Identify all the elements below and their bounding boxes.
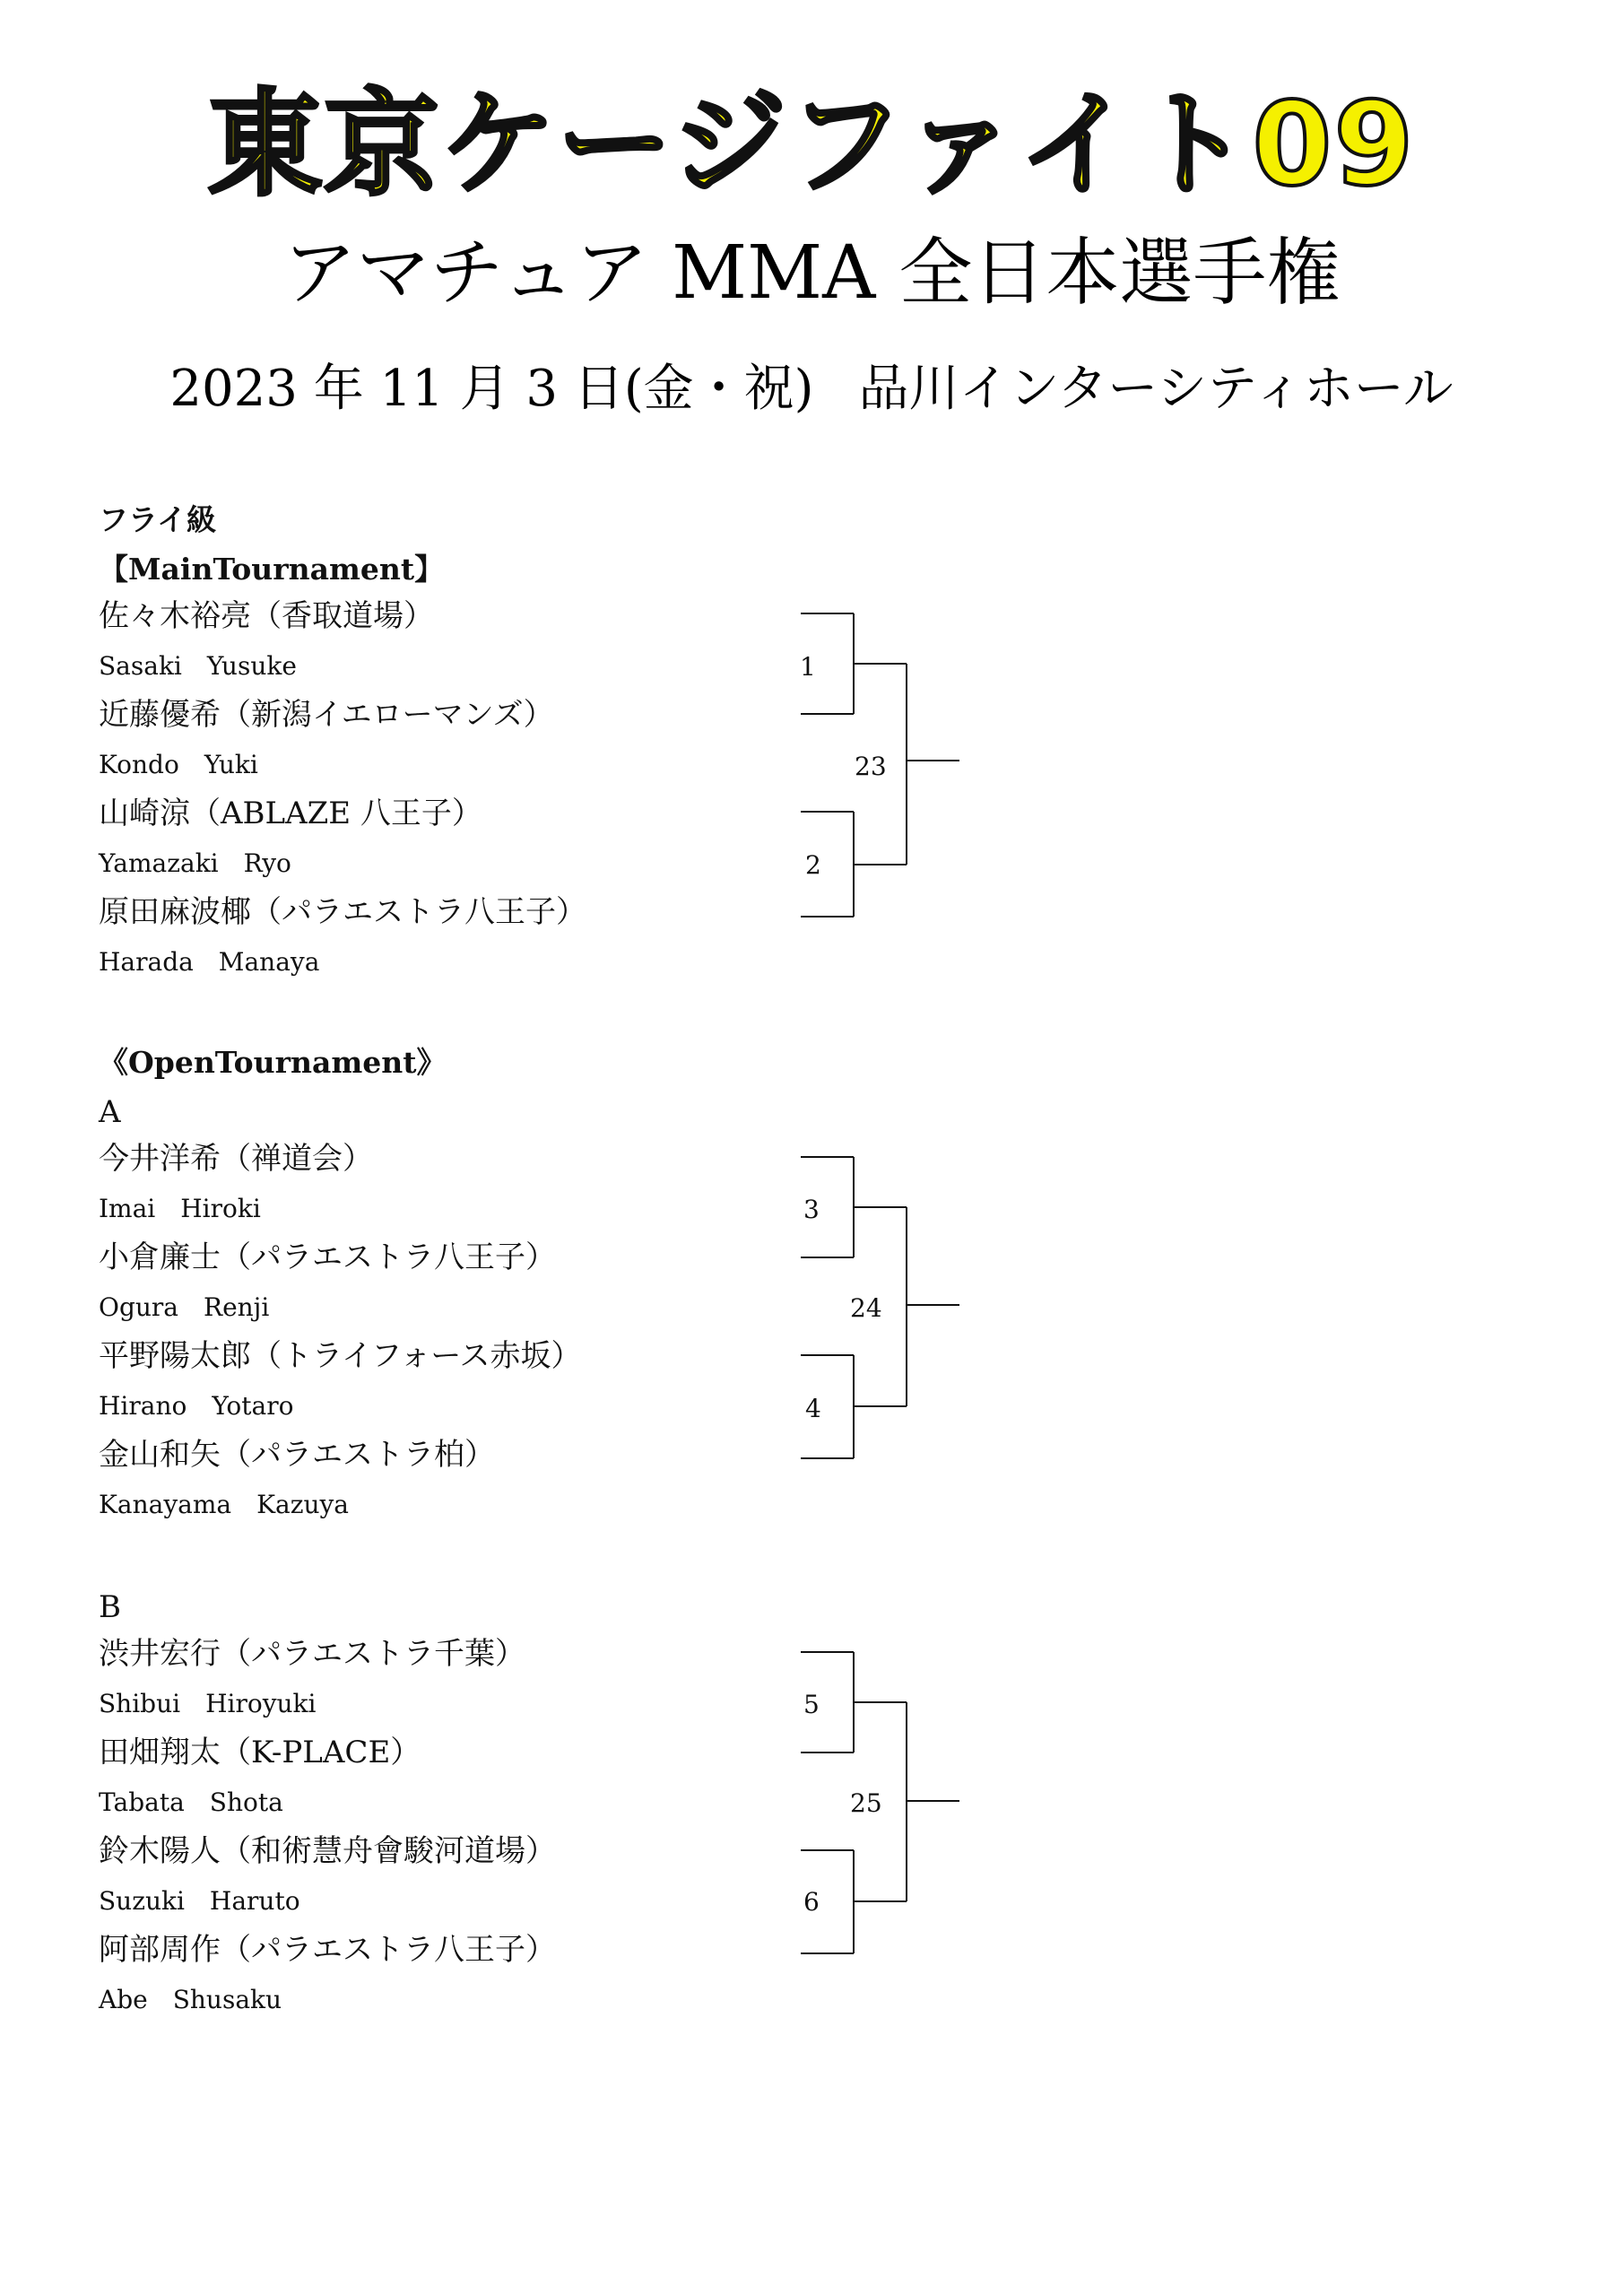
bout-number: 3 [803,1195,820,1224]
entrant-name-romaji: Yamazaki Ryo [99,848,291,878]
bout-number: 5 [803,1690,820,1719]
entrant-name-jp: 阿部周作（パラエストラ八王子） [99,1932,556,1968]
bout-number: 6 [803,1887,820,1917]
entrant-name-romaji: Hirano Yotaro [99,1391,294,1421]
entrant-name-romaji: Kanayama Kazuya [99,1490,350,1519]
entrant-name-romaji: Ogura Renji [99,1292,270,1322]
bout-number: 1 [800,652,816,682]
bout-number: 23 [855,752,887,781]
entrant-name-jp: 原田麻波椰（パラエストラ八王子） [99,894,586,930]
block-b-label: B [99,1589,121,1625]
event-date: 2023 年 11 月 3 日(金・祝) [169,360,814,418]
entrant-name-romaji: Abe Shusaku [99,1985,282,2014]
entrant-name-jp: 鈴木陽人（和術慧舟會駿河道場） [99,1833,556,1869]
entrant-name-jp: 平野陽太郎（トライフォース赤坂） [99,1338,582,1374]
entrant-name-jp: 渋井宏行（パラエストラ千葉） [99,1636,525,1672]
entrant-name-romaji: Sasaki Yusuke [99,651,297,681]
event-subtitle: アマチュア MMA 全日本選手権 [282,230,1341,316]
entrant-name-jp: 今井洋希（禅道会） [99,1141,373,1177]
main-tournament-heading: 【MainTournament】 [99,552,445,587]
entrant-name-romaji: Imai Hiroki [99,1194,261,1223]
open-tournament-heading: 《OpenTournament》 [99,1045,447,1080]
bout-number: 2 [805,850,821,880]
entrant-name-romaji: Kondo Yuki [99,750,258,779]
bout-number: 25 [850,1788,882,1818]
event-venue: 品川インターシティホール [858,360,1454,418]
entrant-name-jp: 山崎涼（ABLAZE 八王子） [99,796,482,831]
division-label: フライ級 [99,502,217,537]
entrant-name-romaji: Harada Manaya [99,947,320,977]
entrant-name-romaji: Suzuki Haruto [99,1886,300,1916]
bout-number: 24 [850,1293,882,1323]
entrant-name-jp: 佐々木裕亮（香取道場） [99,598,434,634]
entrant-name-romaji: Tabata Shota [99,1787,283,1817]
bout-number: 4 [805,1394,821,1423]
entrant-name-jp: 田畑翔太（K-PLACE） [99,1735,421,1770]
event-title: 東京ケージファイト09 [207,78,1416,212]
block-a-label: A [99,1094,121,1130]
entrant-name-jp: 近藤優希（新潟イエローマンズ） [99,697,554,733]
entrant-name-jp: 小倉廉士（パラエストラ八王子） [99,1239,556,1275]
entrant-name-jp: 金山和矢（パラエストラ柏） [99,1437,495,1473]
entrant-name-romaji: Shibui Hiroyuki [99,1689,317,1718]
